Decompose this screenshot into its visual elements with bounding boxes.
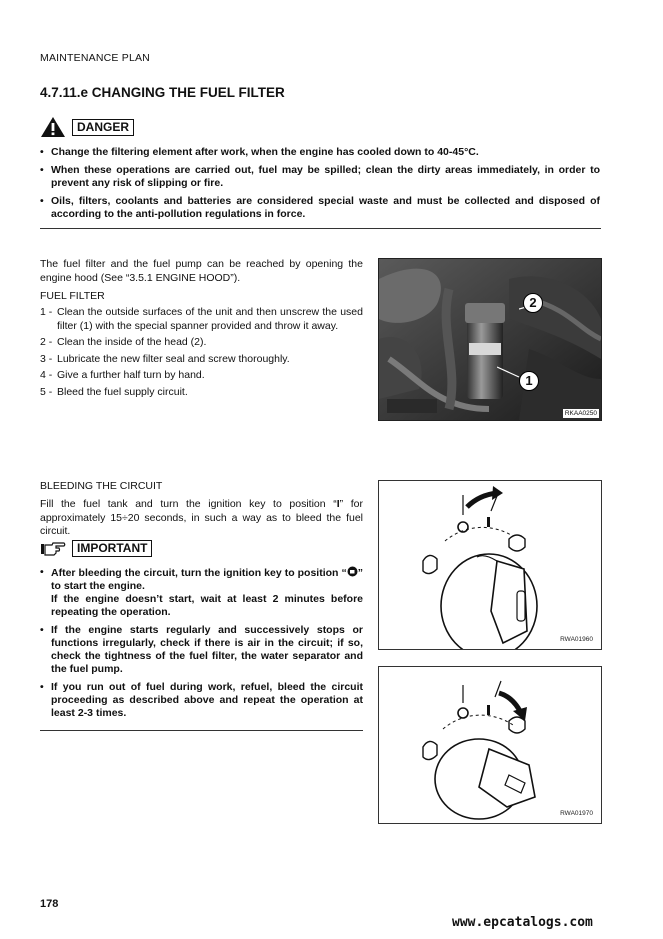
danger-bullet: • Change the filtering element after work, when the engine has cooled down to 40-45°C. — [40, 146, 600, 159]
callout-2: 2 — [523, 293, 543, 313]
list-item: 2 - Clean the inside of the head (2). — [40, 336, 207, 348]
fuel-filter-steps — [40, 306, 363, 402]
key-position-I: I — [336, 498, 340, 510]
ignition-key-illustration — [379, 667, 601, 823]
list-item: 4 - Give a further half turn by hand. — [40, 369, 205, 381]
important-bullet: • If the engine starts regularly and successively stops or functions irregularly, check if there is air in the circuit; if so, check the tightness of the fuel filter, the water separator and the fuel pump. — [40, 624, 363, 676]
intro-paragraph: The fuel filter and the fuel pump can be reached by opening the engine hood (See “3.5.1 ENGINE HOOD”). — [40, 258, 363, 284]
figure-2-caption: RWA01970 — [560, 810, 593, 817]
important-label-row — [40, 540, 152, 557]
position-O — [460, 707, 461, 708]
engine-photo — [378, 258, 602, 421]
engine-photo-illustration — [379, 259, 601, 420]
position-O — [460, 521, 461, 522]
start-icon-right — [509, 717, 525, 733]
danger-divider — [40, 228, 601, 229]
warning-triangle-icon — [40, 116, 66, 138]
bleeding-heading: BLEEDING THE CIRCUIT — [40, 480, 163, 492]
section-title: 4.7.11.e CHANGING THE FUEL FILTER — [40, 85, 285, 100]
pointing-hand-icon — [40, 541, 66, 557]
important-bullet: • After bleeding the circuit, turn the ignition key to position “ ” to start the engine. If the engine doesn’t start, wait at least 2 minutes before repeating the operation. — [40, 566, 363, 619]
watermark: www.epcatalogs.com — [452, 915, 593, 930]
important-bullets — [40, 566, 363, 725]
photo-caption: RKAA0250 — [564, 410, 597, 417]
page-header: MAINTENANCE PLAN — [40, 52, 150, 64]
bleeding-paragraph: Fill the fuel tank and turn the ignition key to position “I” for approximately 15÷20 seconds, in such a way as to bleed the fuel circuit. — [40, 498, 363, 537]
danger-tag: DANGER — [72, 119, 134, 136]
ignition-figure-2 — [378, 666, 602, 824]
list-item: 3 - Lubricate the new filter seal and screw thoroughly. — [40, 352, 290, 365]
list-item: 1 - Clean the outside surfaces of the unit and then unscrew the used filter (1) with the special spanner provided and throw it away. — [40, 306, 363, 332]
list-item: 5 - Bleed the fuel supply circuit. — [40, 385, 188, 398]
engine-start-icon — [347, 566, 358, 577]
ignition-figure-1 — [378, 480, 602, 650]
danger-bullets — [40, 146, 600, 226]
important-tag: IMPORTANT — [72, 540, 152, 557]
important-bullet: • If you run out of fuel during work, refuel, bleed the circuit proceeding as described above and repeat the operation at least 2-3 times. — [40, 681, 363, 720]
danger-bullet: • Oils, filters, coolants and batteries are considered special waste and must be collected and disposed of according to the anti-pollution regulations in force. — [40, 195, 600, 221]
important-divider — [40, 730, 363, 731]
start-icon-right — [509, 535, 525, 551]
glow-plug-icon-left — [423, 741, 437, 759]
ignition-key-illustration — [379, 481, 601, 649]
figure-1-caption: RWA01960 — [560, 636, 593, 643]
page-number: 178 — [40, 898, 59, 910]
fuel-filter-heading: FUEL FILTER — [40, 290, 105, 302]
glow-plug-icon-left — [423, 555, 437, 573]
danger-label-row — [40, 116, 134, 138]
danger-bullet: • When these operations are carried out, fuel may be spilled; clean the dirty areas immediately, in order to prevent any risk of slipping or fire. — [40, 164, 600, 190]
callout-1: 1 — [519, 371, 539, 391]
